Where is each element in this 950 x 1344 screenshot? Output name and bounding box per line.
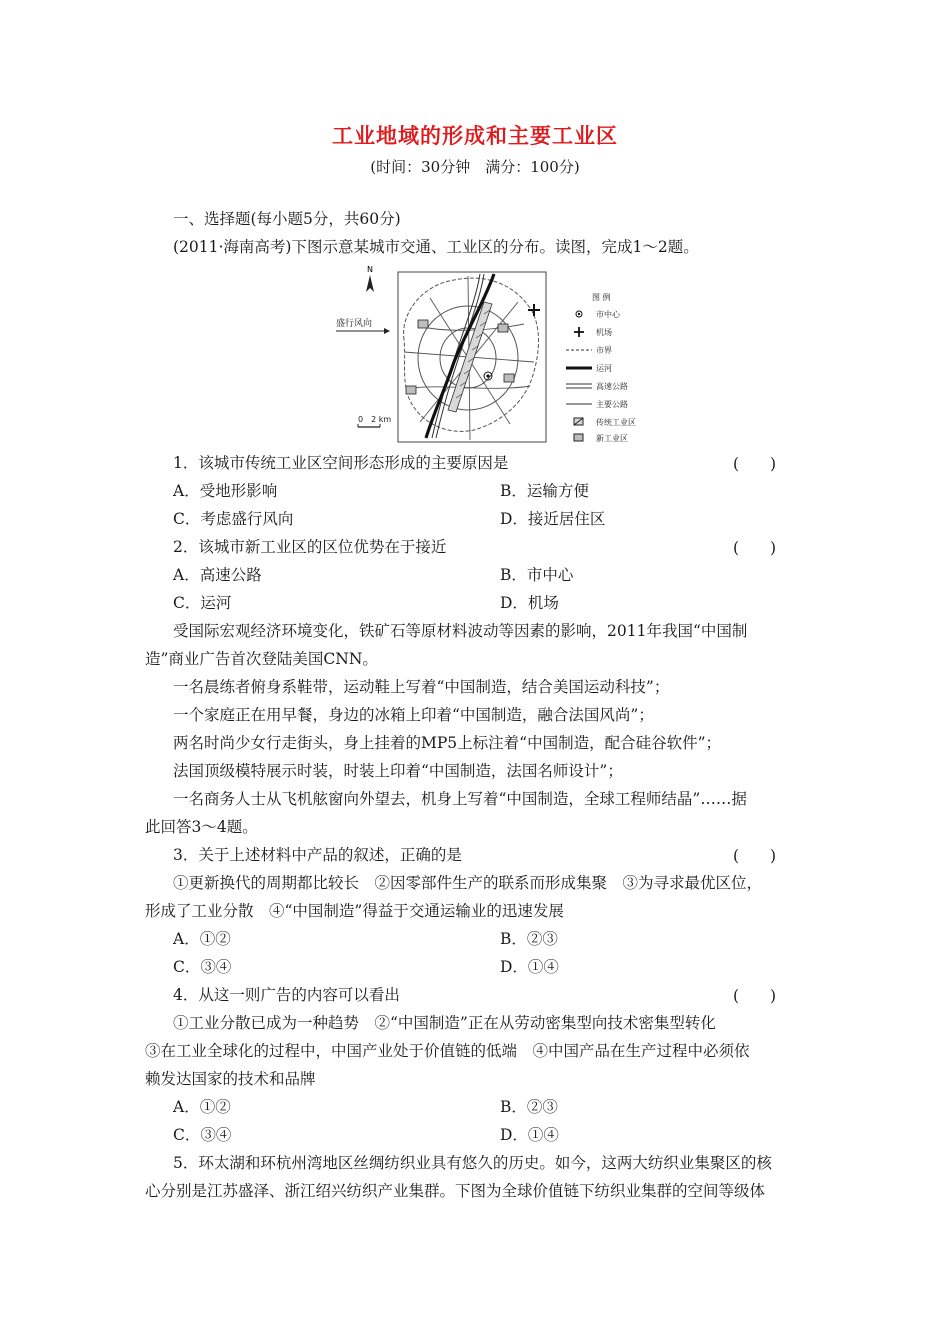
- q2-answer-blank: ( ): [733, 539, 777, 557]
- legend-city-center: 市中心: [596, 310, 620, 319]
- wind-label: 盛行风向: [336, 319, 373, 329]
- q2-option-c: C．运河: [173, 594, 232, 612]
- q1-option-b: B．运输方便: [500, 482, 589, 500]
- passage-line: 两名时尚少女行走街头，身上挂着的MP5上标注着“中国制造，配合硅谷软件”；: [173, 734, 722, 752]
- passage-line: 法国顶级模特展示时装，时装上印着“中国制造，法国名师设计”；: [173, 762, 623, 780]
- legend-city-boundary: 市界: [596, 346, 612, 355]
- q3-statements-cont: 形成了工业分散 ④“中国制造”得益于交通运输业的迅速发展: [145, 902, 564, 920]
- city-map-figure: [334, 262, 664, 444]
- q3-stem: 3．关于上述材料中产品的叙述，正确的是: [173, 846, 462, 864]
- q5-stem: 5．环太湖和环杭州湾地区丝绸纺织业具有悠久的历史。如今，这两大纺织业集聚区的核: [173, 1154, 772, 1172]
- q2-option-b: B．市中心: [500, 566, 574, 584]
- q4-answer-blank: ( ): [733, 987, 777, 1005]
- legend-airport: 机场: [596, 328, 612, 337]
- q2-stem: 2．该城市新工业区的区位优势在于接近: [173, 538, 447, 556]
- q1-option-d: D．接近居住区: [500, 510, 606, 528]
- passage-line: 受国际宏观经济环境变化，铁矿石等原材料波动等因素的影响，2011年我国“中国制: [173, 622, 748, 640]
- passage-line: 一名商务人士从飞机舷窗向外望去，机身上写着“中国制造，全球工程师结晶”……据: [173, 790, 747, 808]
- scale-bar-icon: [358, 424, 380, 427]
- q4-statements-cont: 赖发达国家的技术和品牌: [145, 1070, 316, 1088]
- north-arrow-icon: [366, 265, 374, 292]
- q4-statements: ①工业分散已成为一种趋势 ②“中国制造”正在从劳动密集型向技术密集型转化: [173, 1014, 716, 1032]
- passage-line: 一个家庭正在用早餐，身边的冰箱上印着“中国制造，融合法国风尚”；: [173, 706, 654, 724]
- q4-option-c: C．③④: [173, 1126, 232, 1144]
- legend-expressway: 高速公路: [596, 382, 628, 391]
- q1-stem: 1．该城市传统工业区空间形态形成的主要原因是: [173, 454, 509, 472]
- q3-option-c: C．③④: [173, 958, 232, 976]
- passage-line: 造”商业广告首次登陆美国CNN。: [145, 650, 378, 668]
- passage-line: 此回答3～4题。: [145, 818, 258, 836]
- q3-answer-blank: ( ): [733, 847, 777, 865]
- legend-new-zone: 新工业区: [596, 434, 628, 443]
- q1-answer-blank: ( ): [733, 455, 777, 473]
- q1-option-a: A．受地形影响: [173, 482, 278, 500]
- q2-option-a: A．高速公路: [173, 566, 262, 584]
- legend-canal: 运河: [596, 364, 612, 373]
- passage-line: 一名晨练者俯身系鞋带，运动鞋上写着“中国制造，结合美国运动科技”；: [173, 678, 670, 696]
- legend: [566, 309, 636, 443]
- q4-option-d: D．①④: [500, 1126, 559, 1144]
- q3-statements: ①更新换代的周期都比较长 ②因零部件生产的联系而形成集聚 ③为寻求最优区位，: [173, 874, 763, 892]
- q3-option-d: D．①④: [500, 958, 559, 976]
- q4-statements-cont: ③在工业全球化的过程中，中国产业处于价值链的低端 ④中国产品在生产过程中必须依: [145, 1042, 750, 1060]
- section-heading: 一、选择题(每小题5分，共60分): [173, 210, 401, 228]
- north-label: N: [367, 265, 373, 274]
- q4-option-a: A．①②: [173, 1098, 231, 1116]
- q3-option-b: B．②③: [500, 930, 558, 948]
- legend-traditional-zone: 传统工业区: [596, 418, 636, 427]
- intro-text: (2011·海南高考)下图示意某城市交通、工业区的分布。读图，完成1～2题。: [173, 238, 699, 256]
- q3-option-a: A．①②: [173, 930, 231, 948]
- q5-stem-cont: 心分别是江苏盛泽、浙江绍兴纺织产业集群。下图为全球价值链下纺织业集群的空间等级体: [145, 1182, 766, 1200]
- exam-info: (时间：30分钟 满分：100分): [370, 158, 580, 176]
- q1-option-c: C．考虑盛行风向: [173, 510, 294, 528]
- legend-main-road: 主要公路: [596, 400, 628, 409]
- q4-option-b: B．②③: [500, 1098, 558, 1116]
- airport-icon: [528, 304, 540, 316]
- q2-option-d: D．机场: [500, 594, 559, 612]
- scale-label: 0 2 km: [358, 415, 392, 424]
- legend-title: 图 例: [592, 293, 611, 302]
- q4-stem: 4．从这一则广告的内容可以看出: [173, 986, 400, 1004]
- page-title: 工业地域的形成和主要工业区: [332, 123, 618, 148]
